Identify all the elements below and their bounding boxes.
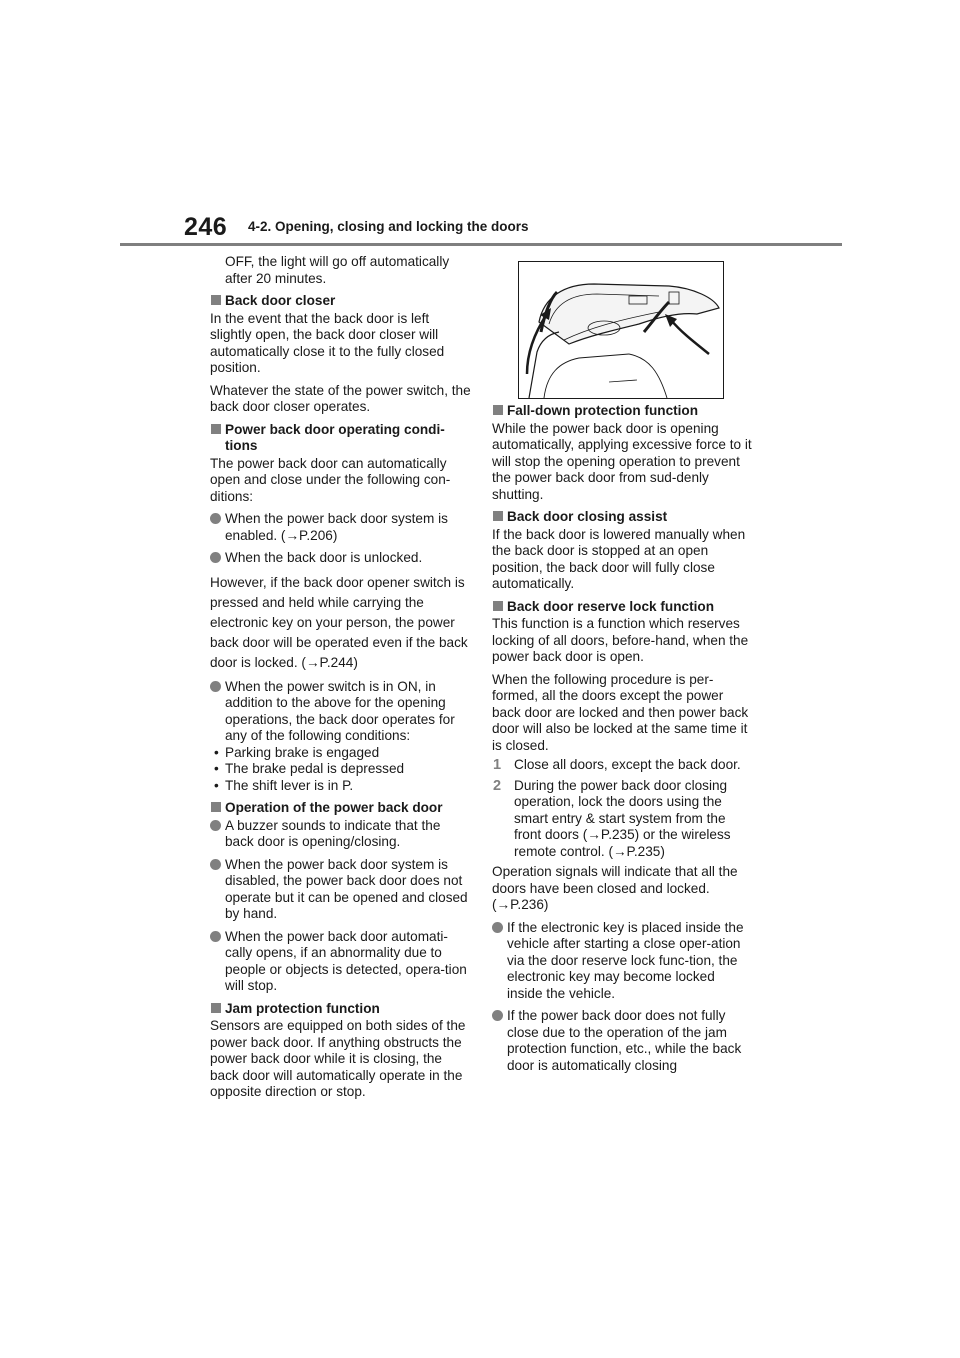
square-bullet-icon	[211, 424, 221, 434]
heading-text: Back door reserve lock function	[507, 598, 714, 614]
square-bullet-icon	[211, 295, 221, 305]
bullet-item	[210, 550, 472, 567]
heading-text: Power back door operating condi-tions	[225, 421, 445, 453]
heading-jam-protection	[210, 1001, 472, 1018]
paragraph: If the back door is lowered manually when the back door is stopped at an open position, the back door will fully close automatically.	[492, 526, 746, 591]
heading-operation	[210, 800, 472, 817]
square-bullet-icon	[493, 601, 503, 611]
section-title: 4-2. Opening, closing and locking the doors	[248, 219, 529, 234]
paragraph: Operation signals will indicate that all the doors have been closed and locked. (→P.236)	[492, 864, 738, 912]
bullet-text: If the electronic key is placed inside the vehicle after starting a close oper-ation via the door reserve lock func-tion, the electronic key may become locked inside the vehicle.	[507, 919, 744, 1001]
step-number: 2	[493, 777, 502, 794]
sub-text: Parking brake is engaged	[225, 744, 380, 760]
heading-reserve-lock	[492, 599, 754, 616]
heading-text: Fall-down protection function	[507, 403, 699, 418]
sub-item	[210, 745, 472, 762]
bullet-item	[492, 920, 754, 1003]
circle-bullet-icon	[210, 859, 221, 870]
heading-fall-down-protection	[492, 403, 754, 420]
right-column	[492, 403, 754, 1080]
circle-bullet-icon	[210, 552, 221, 563]
bullet-text: A buzzer sounds to indicate that the back door is opening/closing.	[225, 817, 441, 849]
dot-marker: •	[214, 761, 219, 776]
bullet-text: When the power back door automati-cally opens, if an abnormality due to people or objects is detected, opera-tion will stop.	[225, 928, 467, 993]
paragraph: While the power back door is opening automatically, applying excessive force to it will stop the opening operation to prevent the power back door from sud-denly shutting.	[492, 420, 752, 502]
paragraph: However, if the back door opener switch is pressed and held while carrying the electronic key on your person, the power back door will be operated even if the back door is locked. (→P.244)	[210, 574, 468, 670]
heading-operating-conditions	[210, 422, 472, 455]
bullet-text: When the power back door system is disabled, the power back door does not operate but it can be opened and closed by hand.	[225, 856, 468, 921]
dot-marker: •	[214, 744, 219, 760]
bullet-item	[210, 818, 472, 851]
square-bullet-icon	[493, 511, 503, 521]
circle-bullet-icon	[492, 1010, 503, 1021]
sub-text: The shift lever is in P.	[225, 777, 354, 793]
square-bullet-icon	[211, 1003, 221, 1013]
bullet-text: When the power switch is in ON, in addition to the above for the opening operations, the back door operates for any of the following conditions:	[225, 678, 455, 743]
heading-text: Operation of the power back door	[225, 800, 443, 815]
circle-bullet-icon	[492, 922, 503, 933]
bullet-item	[492, 1008, 754, 1074]
sub-item	[210, 778, 472, 795]
step-number: 1	[493, 757, 502, 773]
dot-marker: •	[214, 777, 219, 793]
step-item	[492, 757, 754, 774]
circle-bullet-icon	[210, 681, 221, 692]
bullet-text: If the power back door does not fully close due to the operation of the jam protection function, etc., while the back door is automatically closing	[507, 1008, 742, 1073]
header-rule	[120, 243, 842, 246]
back-door-sensors-illustration	[518, 261, 724, 399]
sub-text: The brake pedal is depressed	[225, 761, 405, 776]
bullet-text: When the power back door system is enabled. (→P.206)	[225, 511, 448, 543]
square-bullet-icon	[211, 802, 221, 812]
paragraph: When the following procedure is per-formed, all the doors except the power back door are locked and then power back door will also be locked at the same time it is closed.	[492, 671, 749, 753]
heading-text: Jam protection function	[225, 1000, 380, 1016]
heading-back-door-closer	[210, 293, 472, 310]
step-text: During the power back door closing operation, lock the doors using the smart entry & start system from the front doors (→P.235) or the wireless remote control. (→P.235)	[514, 777, 731, 859]
sub-item	[210, 761, 472, 778]
bullet-item	[210, 679, 472, 745]
paragraph: Whatever the state of the power switch, the back door closer operates.	[210, 382, 471, 414]
circle-bullet-icon	[210, 931, 221, 942]
circle-bullet-icon	[210, 513, 221, 524]
bullet-item	[210, 929, 472, 995]
circle-bullet-icon	[210, 820, 221, 831]
paragraph: Sensors are equipped on both sides of the power back door. If anything obstructs the power back door while it is closing, the back door will automatically operate in the opposite direction or stop.	[210, 1018, 466, 1099]
square-bullet-icon	[493, 405, 503, 415]
heading-closing-assist	[492, 509, 754, 526]
heading-text: Back door closer	[225, 293, 336, 308]
bullet-item	[210, 511, 472, 544]
continued-text: OFF, the light will go off automatically after 20 minutes.	[225, 254, 450, 286]
back-door-sensors-icon	[519, 262, 723, 398]
bullet-text: When the back door is unlocked.	[225, 550, 423, 565]
bullet-item	[210, 857, 472, 923]
paragraph: The power back door can automatically open and close under the following con-ditions:	[210, 455, 451, 504]
step-text: Close all doors, except the back door.	[514, 757, 741, 772]
left-column	[210, 254, 472, 1107]
paragraph: In the event that the back door is left slightly open, the back door closer will automatically close it to the fully closed position.	[210, 310, 445, 375]
step-item	[492, 778, 754, 861]
page-number: 246	[184, 213, 228, 241]
paragraph: This function is a function which reserves locking of all doors, before-hand, when the power back door is open.	[492, 616, 749, 664]
heading-text: Back door closing assist	[507, 509, 668, 524]
